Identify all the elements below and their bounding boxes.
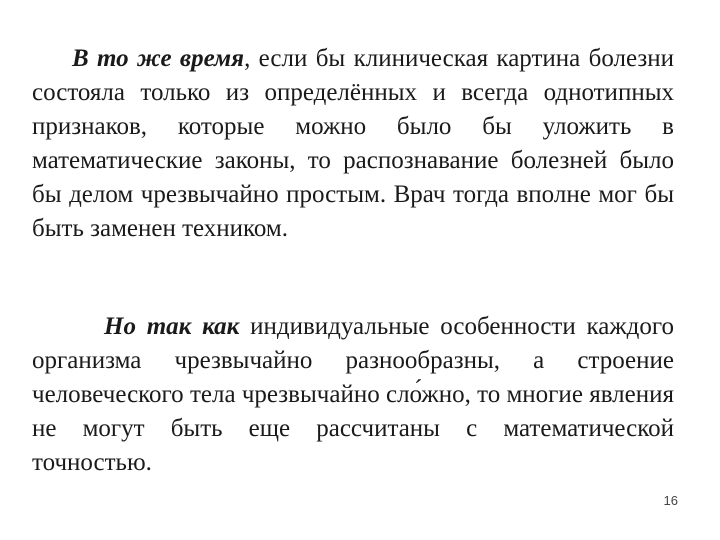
- paragraph-1: [32, 42, 674, 246]
- paragraph-2-text: индивидуальные особенности каждого организма чрезвычайно разнообразны, а строение человеческого тела чрезвычайно сло́жно, то многие явления не могут быть еще рассчитаны с математической точностью.: [32, 313, 674, 476]
- paragraph-2-lead: Но так как: [104, 313, 240, 340]
- paragraph-1-text: , если бы клиническая картина болезни состояла только из определённых и всегда однотипных признаков, которые можно было бы уложить в математические законы, то распознавание болезней было бы делом чрезвычайно простым. Врач тогда вполне мог бы быть заменен техником.: [32, 45, 674, 242]
- paragraph-1-lead: В то же время: [72, 45, 245, 72]
- page-number: 16: [663, 493, 678, 508]
- paragraph-2: [32, 310, 674, 480]
